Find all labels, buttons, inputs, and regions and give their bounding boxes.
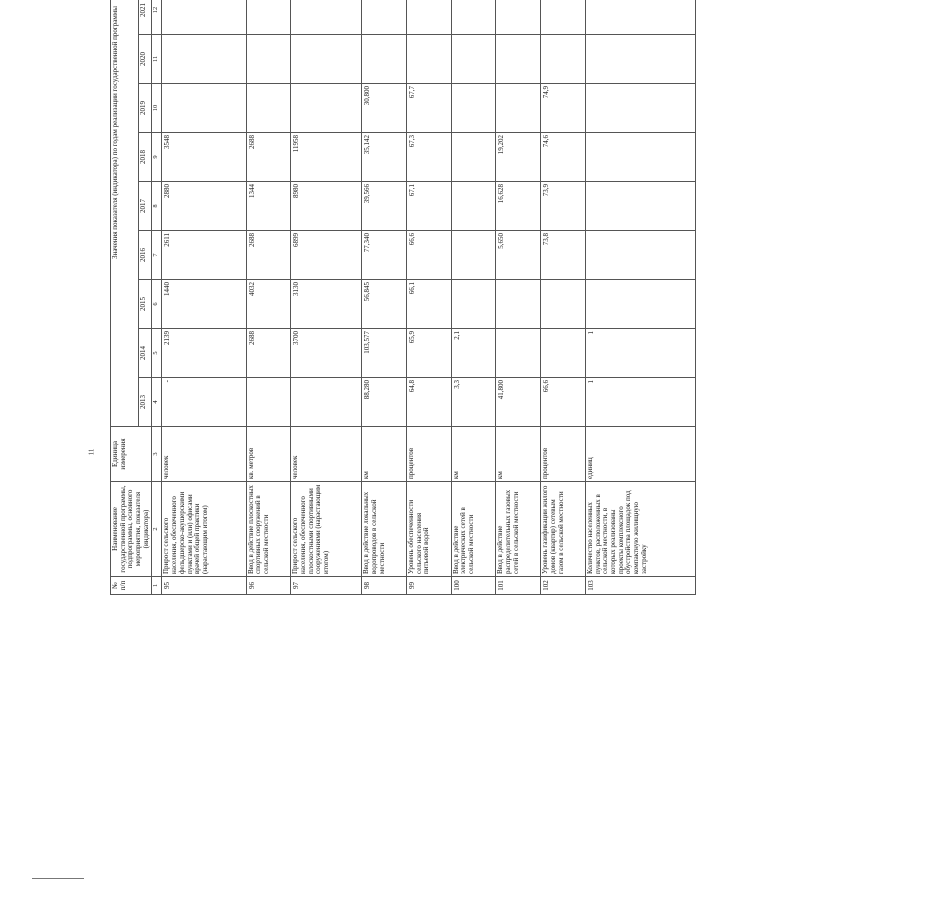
indicator-name: Прирост сельского населения, обеспеченного фельдшерско-акушерскими пунктами и (или) офисами врачей общей практики (нарастающим итогом) bbox=[162, 482, 246, 577]
value-cell: 65,9 bbox=[407, 329, 452, 378]
unit-cell: процентов bbox=[541, 427, 586, 482]
indicator-name: Прирост сельского населения, обеспеченного плоскостными спортивными сооружениями (нарастающим итогом) bbox=[291, 482, 362, 577]
row-number: 99 bbox=[407, 577, 452, 595]
value-cell bbox=[585, 231, 696, 280]
value-cell: 35,142 bbox=[362, 133, 407, 182]
value-cell bbox=[162, 84, 246, 133]
row-number: 96 bbox=[246, 577, 291, 595]
unit-cell: единиц bbox=[585, 427, 696, 482]
indicator-name: Ввод в действие электрических сетей в сельской местности bbox=[451, 482, 496, 577]
column-number: 12 bbox=[152, 0, 162, 35]
header-year: 2019 bbox=[139, 84, 152, 133]
value-cell: 74,9 bbox=[541, 84, 586, 133]
value-cell bbox=[541, 280, 586, 329]
column-number: 6 bbox=[152, 280, 162, 329]
row-number: 101 bbox=[496, 577, 541, 595]
indicators-table bbox=[110, 0, 696, 595]
row-number: 98 bbox=[362, 577, 407, 595]
value-cell bbox=[246, 84, 291, 133]
value-cell bbox=[451, 231, 496, 280]
value-cell bbox=[451, 0, 496, 35]
unit-cell: км bbox=[496, 427, 541, 482]
value-cell bbox=[291, 0, 362, 35]
row-number: 95 bbox=[162, 577, 246, 595]
value-cell: 77,340 bbox=[362, 231, 407, 280]
value-cell: 1 bbox=[585, 329, 696, 378]
unit-cell: человек bbox=[162, 427, 246, 482]
header-num: № п/п bbox=[111, 577, 152, 595]
value-cell: 2688 bbox=[246, 329, 291, 378]
indicator-name: Ввод в действие распределительных газовых сетей в сельской местности bbox=[496, 482, 541, 577]
header-year: 2021 bbox=[139, 0, 152, 35]
value-cell: - bbox=[162, 378, 246, 427]
value-cell: 6899 bbox=[291, 231, 362, 280]
value-cell: 66,1 bbox=[407, 280, 452, 329]
page-number: 11 bbox=[87, 448, 96, 456]
value-cell bbox=[496, 329, 541, 378]
value-cell bbox=[451, 84, 496, 133]
table-row bbox=[291, 0, 362, 595]
value-cell bbox=[496, 35, 541, 84]
value-cell bbox=[291, 35, 362, 84]
header-year: 2018 bbox=[139, 133, 152, 182]
table-row bbox=[496, 0, 541, 595]
value-cell: 103,577 bbox=[362, 329, 407, 378]
indicator-name: Уровень обеспеченности сельского населения питьевой водой bbox=[407, 482, 452, 577]
value-cell: 19,202 bbox=[496, 133, 541, 182]
value-cell: 73,8 bbox=[541, 231, 586, 280]
value-cell bbox=[246, 378, 291, 427]
header-year: 2020 bbox=[139, 35, 152, 84]
value-cell: 66,6 bbox=[407, 231, 452, 280]
value-cell: 1440 bbox=[162, 280, 246, 329]
column-number: 9 bbox=[152, 133, 162, 182]
value-cell bbox=[162, 0, 246, 35]
header-name: Наименование государственной программы, подпрограммы, основного мероприятия, показателя (индикатора) bbox=[111, 482, 152, 577]
value-cell: 64,8 bbox=[407, 378, 452, 427]
value-cell: 8980 bbox=[291, 182, 362, 231]
value-cell bbox=[585, 133, 696, 182]
value-cell: 3700 bbox=[291, 329, 362, 378]
value-cell bbox=[246, 0, 291, 35]
value-cell bbox=[362, 0, 407, 35]
value-cell bbox=[291, 378, 362, 427]
value-cell: 4032 bbox=[246, 280, 291, 329]
table-row bbox=[541, 0, 586, 595]
value-cell bbox=[407, 35, 452, 84]
column-number: 3 bbox=[152, 427, 162, 482]
header-year: 2014 bbox=[139, 329, 152, 378]
value-cell bbox=[291, 84, 362, 133]
value-cell bbox=[585, 182, 696, 231]
value-cell: 2611 bbox=[162, 231, 246, 280]
value-cell bbox=[541, 35, 586, 84]
table-row bbox=[585, 0, 696, 595]
column-number: 10 bbox=[152, 84, 162, 133]
column-number: 11 bbox=[152, 35, 162, 84]
value-cell: 2880 bbox=[162, 182, 246, 231]
header-year: 2013 bbox=[139, 378, 152, 427]
value-cell: 11958 bbox=[291, 133, 362, 182]
column-number: 7 bbox=[152, 231, 162, 280]
table-row bbox=[407, 0, 452, 595]
value-cell bbox=[541, 329, 586, 378]
value-cell bbox=[585, 84, 696, 133]
column-number: 2 bbox=[152, 482, 162, 577]
value-cell bbox=[451, 280, 496, 329]
value-cell: 67,1 bbox=[407, 182, 452, 231]
row-number: 103 bbox=[585, 577, 696, 595]
value-cell: 1 bbox=[585, 378, 696, 427]
unit-cell: км bbox=[362, 427, 407, 482]
value-cell: 2,1 bbox=[451, 329, 496, 378]
indicator-name: Количество населенных пунктов, расположенных в сельской местности, в которых реализованы проекты комплексного обустройства площадок под компактную жилищную застройку bbox=[585, 482, 696, 577]
unit-cell: процентов bbox=[407, 427, 452, 482]
value-cell: 16,628 bbox=[496, 182, 541, 231]
value-cell: 39,566 bbox=[362, 182, 407, 231]
value-cell: 1344 bbox=[246, 182, 291, 231]
header-year: 2017 bbox=[139, 182, 152, 231]
value-cell: 67,3 bbox=[407, 133, 452, 182]
value-cell bbox=[407, 0, 452, 35]
value-cell bbox=[246, 35, 291, 84]
value-cell: 2688 bbox=[246, 231, 291, 280]
value-cell: 30,800 bbox=[362, 84, 407, 133]
row-number: 97 bbox=[291, 577, 362, 595]
value-cell bbox=[451, 35, 496, 84]
bottom-rule bbox=[32, 878, 84, 879]
value-cell bbox=[496, 0, 541, 35]
value-cell bbox=[585, 280, 696, 329]
table-row bbox=[362, 0, 407, 595]
indicator-name: Уровень газификации жилого домов (квартир) сетевым газом в сельской местности bbox=[541, 482, 586, 577]
value-cell: 74,6 bbox=[541, 133, 586, 182]
unit-cell: км bbox=[451, 427, 496, 482]
unit-cell: кв. метров bbox=[246, 427, 291, 482]
row-number: 100 bbox=[451, 577, 496, 595]
column-number: 8 bbox=[152, 182, 162, 231]
value-cell: 88,280 bbox=[362, 378, 407, 427]
header-year: 2015 bbox=[139, 280, 152, 329]
value-cell bbox=[585, 0, 696, 35]
value-cell bbox=[585, 35, 696, 84]
value-cell: 73,9 bbox=[541, 182, 586, 231]
value-cell bbox=[162, 35, 246, 84]
column-number: 4 bbox=[152, 378, 162, 427]
value-cell bbox=[541, 0, 586, 35]
value-cell: 3130 bbox=[291, 280, 362, 329]
row-number: 102 bbox=[541, 577, 586, 595]
rotated-table-container bbox=[110, 3, 950, 595]
indicator-name: Ввод в действие плоскостных спортивных сооружений в сельской местности bbox=[246, 482, 291, 577]
value-cell bbox=[496, 280, 541, 329]
value-cell bbox=[496, 84, 541, 133]
value-cell: 66,6 bbox=[541, 378, 586, 427]
value-cell bbox=[451, 133, 496, 182]
value-cell bbox=[451, 182, 496, 231]
table-row bbox=[162, 0, 246, 595]
column-number: 1 bbox=[152, 577, 162, 595]
unit-cell: человек bbox=[291, 427, 362, 482]
value-cell: 41,800 bbox=[496, 378, 541, 427]
column-number: 5 bbox=[152, 329, 162, 378]
table-row bbox=[246, 0, 291, 595]
table-row bbox=[451, 0, 496, 595]
header-year: 2016 bbox=[139, 231, 152, 280]
header-values-group: Значения показателя (индикатора) по годам реализации государственной программы bbox=[111, 0, 139, 427]
value-cell: 3548 bbox=[162, 133, 246, 182]
value-cell bbox=[362, 35, 407, 84]
value-cell: 3,3 bbox=[451, 378, 496, 427]
value-cell: 5,650 bbox=[496, 231, 541, 280]
value-cell: 2688 bbox=[246, 133, 291, 182]
header-unit: Единица измерения bbox=[111, 427, 152, 482]
value-cell: 67,7 bbox=[407, 84, 452, 133]
value-cell: 2139 bbox=[162, 329, 246, 378]
value-cell: 56,845 bbox=[362, 280, 407, 329]
indicator-name: Ввод в действие локальных водопроводов в сельской местности bbox=[362, 482, 407, 577]
